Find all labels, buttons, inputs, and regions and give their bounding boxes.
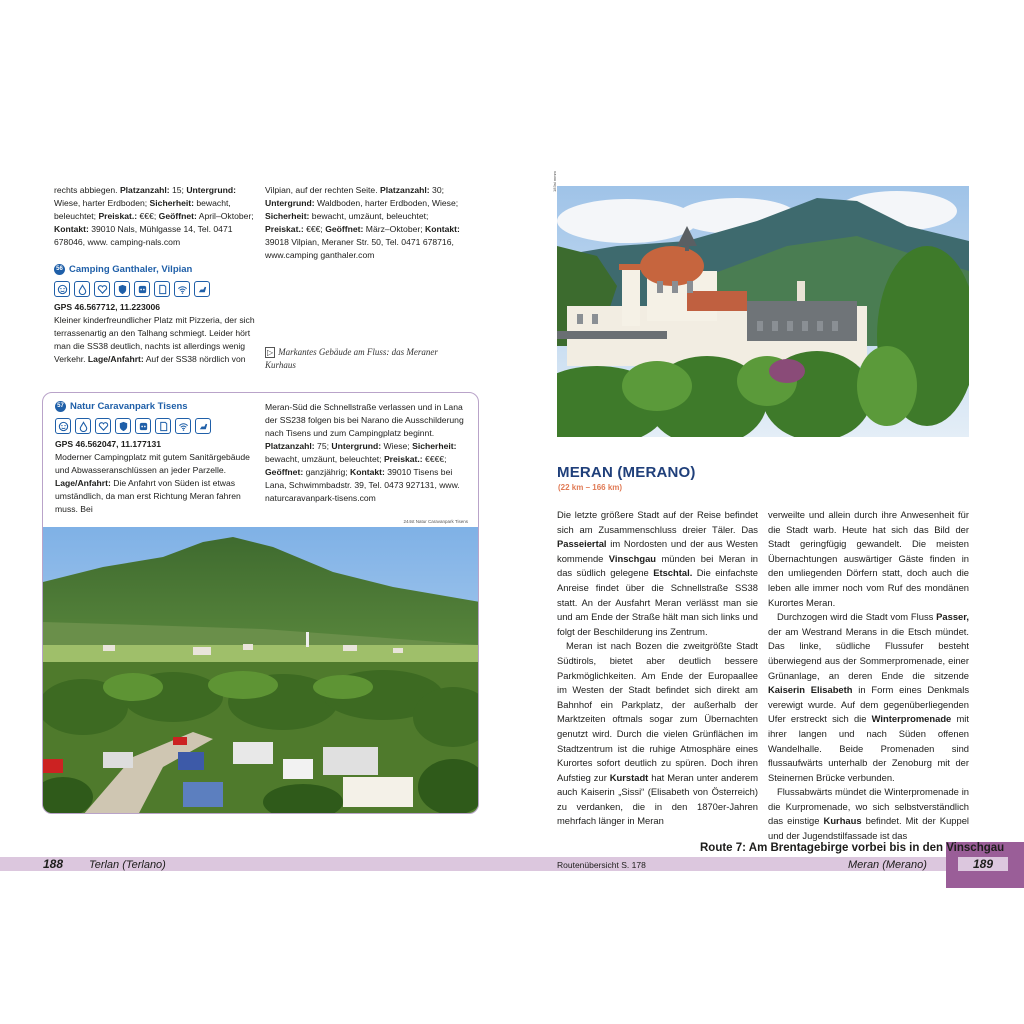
heart-icon	[95, 418, 111, 434]
left-footer-place: Terlan (Terlano)	[89, 859, 166, 871]
photo-caption: ▷ Markantes Gebäude am Fluss: das Meraner Kurhaus	[265, 347, 438, 370]
wifi-icon	[174, 281, 190, 297]
body-text-col1: Die letzte größere Stadt auf der Reise befindet sich am Zusammenschluss dreier Täler. Das Passeiertal im Nordosten und der aus Westen kommende Vinschgau münden bei Meran in das südlich gelegene Etschtal. Die einfachste Anreise findet über die Schnellstraße SS38 statt. An der Ausfahrt Meran verlässt man sie und am Ende der Straße hält man sich links und folgt der Beschilderung ins Zentrum. Meran ist nach Bozen die zweitgrößte Stadt Südtirols, bietet aber deutlich bessere Parkmöglichkeiten. Am Ende der Europaallee im Westen der Stadt befindet sich direkt am Bahnhof ein Parkplatz, der außerhalb der Marktzeiten oftmals sogar zum Übernachten genutzt wird. Durch die vielen Grünflächen im Stadtzentrum ist die ruhige Atmosphäre eines Kurortes sofort deutlich zu spüren. Doch ihren Aufstieg zur Kurstadt hat Meran unter anderem auch Kaiserin „Sissi“ (Elisabeth von Österreich) zu verdanken, die in den 1870er-Jahren mehrfach länger in Meran	[557, 509, 758, 827]
socket-icon	[134, 281, 150, 297]
drop-icon	[75, 418, 91, 434]
gps-coordinates: GPS 46.562047, 11.177131	[55, 439, 162, 449]
section-distance: (22 km – 166 km)	[558, 483, 623, 492]
socket-icon	[135, 418, 151, 434]
wifi-icon	[175, 418, 191, 434]
right-page-number: 189	[958, 857, 1008, 871]
kurhaus-photo	[557, 186, 969, 437]
left-col1-top-text: rechts abbiegen. Platzanzahl: 15; Untergrund: Wiese, harter Erdboden; Sicherheit: bewacht, beleuchtet; Preiskat.: €€€; Geöffnet: April–Oktober; Kontakt: 39010 Nals, Mühlgasse 14, Tel. 0471 678046, www. camping-nals.com	[54, 185, 254, 247]
right-footer-place: Meran (Merano)	[848, 859, 927, 871]
face-icon	[54, 281, 70, 297]
amenity-icons	[55, 418, 255, 434]
shield-icon	[115, 418, 131, 434]
left-col2-top-text: Vilpian, auf der rechten Seite. Platzanzahl: 30; Untergrund: Waldboden, harter Erdboden, Wiese; Sicherheit: bewacht, umzäunt, beleuchtet; Preiskat.: €€€; Geöffnet: März–Oktober; Kontakt: 39018 Vilpian, Meraner Str. 50, Tel. 0471 678716, www.camping ganthaler.com	[265, 185, 460, 260]
camp-tisens-text-col2: Meran-Süd die Schnellstraße verlassen und in Lana der SS238 folgen bis bei Narano die Ausschilderung nach Tisens und zum Campingplatz beginnt. Platzanzahl: 75; Untergrund: Wiese; Sicherheit: bewacht, umzäunt, beleuchtet; Preiskat.: €€€€; Geöffnet: ganzjährig; Kontakt: 39010 Tisens bei Lana, Schwimmbadstr. 39, Tel. 0473 927131, www. naturcaravanpark-tisens.com	[265, 402, 464, 503]
shield-icon	[114, 281, 130, 297]
camp-tisens-title: 57 Natur Caravanpark Tisens	[55, 401, 255, 412]
paper-icon	[154, 281, 170, 297]
paper-icon	[155, 418, 171, 434]
heart-icon	[94, 281, 110, 297]
gps-coordinates: GPS 46.567712, 11.223006	[54, 302, 161, 312]
camp-number-badge: 57	[55, 401, 66, 412]
camp-description: Kleiner kinderfreundlicher Platz mit Pizzeria, der sich terrassenartig an den Talhang schmiegt. Leider hört man die SS38 deutlich, nachts ist allerdings wenig Verkehr. Lage/Anfahrt: Auf der SS38 nördlich von	[54, 315, 255, 364]
camp-tisens-box	[42, 392, 479, 814]
dog-icon	[194, 281, 210, 297]
face-icon	[55, 418, 71, 434]
camp-ganthaler-title: 56 Camping Ganthaler, Vilpian	[54, 264, 259, 275]
route-title: Route 7: Am Brentagebirge vorbei bis in den Vinschgau	[700, 842, 1005, 854]
dog-icon	[195, 418, 211, 434]
camp-number-badge: 56	[54, 264, 65, 275]
camp-ganthaler-entry	[54, 264, 259, 366]
photo-credit: 244st Natur Caravanpark Tisens	[403, 519, 468, 524]
drop-icon	[74, 281, 90, 297]
left-page-number: 188	[43, 857, 64, 871]
route-reference: Routenübersicht S. 178	[557, 860, 646, 870]
kurhaus-photo-credit: 183st mmm	[552, 171, 557, 192]
campsite-photo	[43, 527, 479, 814]
camp-description: Moderner Campingplatz mit gutem Sanitärgebäude und Abwasseranschlüssen an jeder Parzelle. Lage/Anfahrt: Die Anfahrt von Süden ist etwas umständlich, da man erst Richtung Meran fahren muss. Bei	[55, 452, 250, 514]
amenity-icons	[54, 281, 259, 297]
section-heading: MERAN (MERANO)	[557, 464, 696, 481]
body-text-col2: verweilte und allein durch ihre Anwesenheit für die Stadt warb. Heute hat sich das Bild der Stadt geringfügig gewandelt. Die meisten Übernachtungen auswärtiger Gäste finden in den umliegenden Dörfern statt, doch auch die leben alle immer noch vom Ruf des mondänen Kurortes Meran. Durchzogen wird die Stadt vom Fluss Passer, der am Westrand Merans in die Etsch mündet. Das linke, südliche Flussufer besteht überwiegend aus der Sommerpromenade, einer Grünanlage, an deren Ende die sitzende Kaiserin Elisabeth in Form eines Denkmals verewigt wurde. Auf dem gegenüberliegenden Ufer erstreckt sich die Winterpromenade mit ihrer langen und nach Süden offenen Wandelhalle. Beide Promenaden sind flussaufwärts unterhalb der Zenoburg mit der Steinernen Brücke verbunden. Flussabwärts mündet die Winterpromenade in die Kurpromenade, wo sich selbstverständlich das einstige Kurhaus befindet. Mit der Kuppel und der Jugendstilfassade ist das	[768, 509, 970, 842]
camp-tisens-entry	[55, 401, 255, 516]
